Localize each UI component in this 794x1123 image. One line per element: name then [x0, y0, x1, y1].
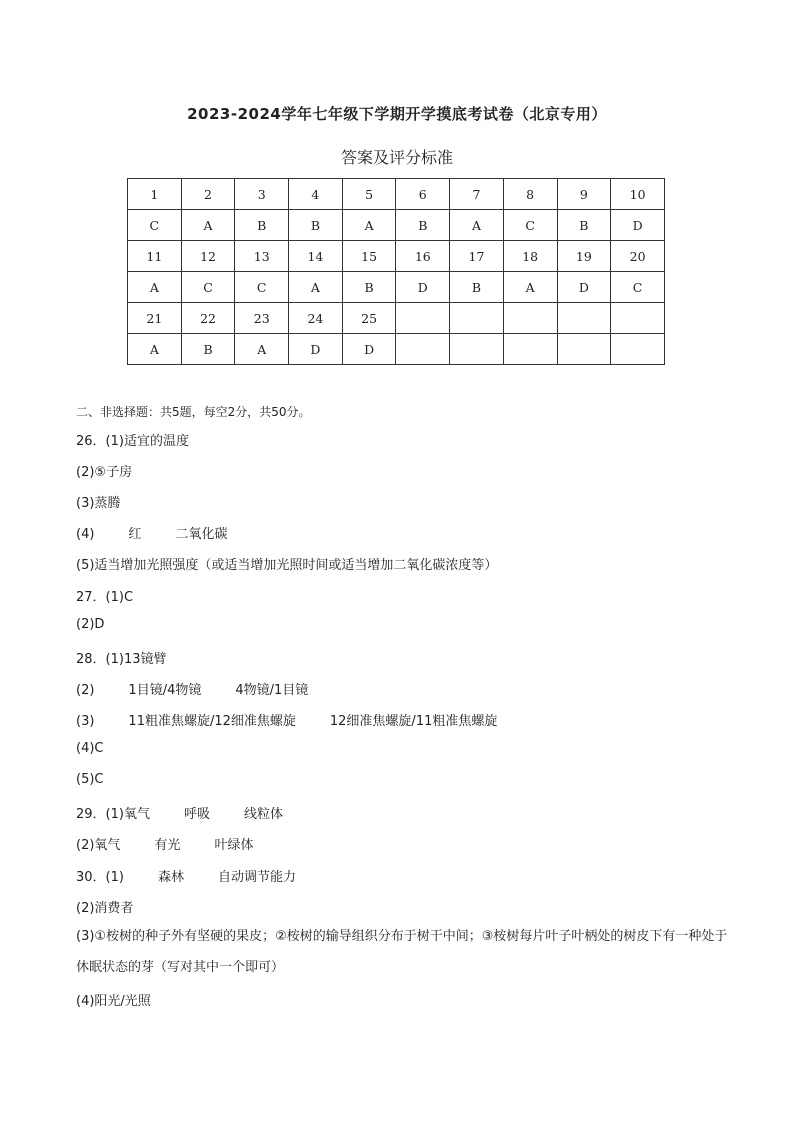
answer-cell: A: [128, 334, 182, 365]
question-number-cell: 22: [181, 303, 235, 334]
question-number-cell: [450, 303, 504, 334]
question-number-cell: 3: [235, 179, 289, 210]
answer-cell: D: [396, 272, 450, 303]
answer-cell: A: [450, 210, 504, 241]
q30-line1: [76, 866, 296, 885]
q30-line2: (2)消费者: [76, 901, 134, 916]
answer-cell: [503, 334, 557, 365]
question-number-cell: [503, 303, 557, 334]
q26-line2: (2)⑤子房: [76, 465, 133, 480]
answer-cell: C: [128, 210, 182, 241]
section2-header: 二、非选择题：共5题，每空2分，共50分。: [76, 405, 311, 419]
answer-key-subtitle: 答案及评分标准: [340, 148, 453, 167]
q26-line1: 26．(1)适宜的温度: [76, 434, 189, 449]
question-number-cell: 1: [128, 179, 182, 210]
question-number-cell: 21: [128, 303, 182, 334]
answer-cell: C: [235, 272, 289, 303]
q29-line1-answer1: 29．(1)氧气: [76, 807, 150, 822]
answer-cell: C: [181, 272, 235, 303]
answer-cell: B: [450, 272, 504, 303]
q26-line4-answer1: 红: [128, 527, 142, 542]
q26-line4-answer2: 二氧化碳: [175, 527, 228, 542]
question-number-cell: [557, 303, 611, 334]
question-number-cell: 12: [181, 241, 235, 272]
answer-cell: A: [503, 272, 557, 303]
question-number-cell: 5: [342, 179, 396, 210]
answer-table: [127, 178, 665, 365]
question-number-row: [128, 179, 665, 210]
q30-line1-answer2: 自动调节能力: [217, 870, 296, 885]
q28-line3-answer1: 11粗准焦螺旋/12细准焦螺旋: [128, 714, 296, 729]
question-number-cell: 14: [289, 241, 343, 272]
question-number-cell: 8: [503, 179, 557, 210]
q30-line1-label: 30．(1): [76, 870, 124, 885]
q29-line2-answer2: 有光: [154, 838, 181, 853]
q26-line3: (3)蒸腾: [76, 496, 121, 511]
q29-line1-answer2: 呼吸: [183, 807, 210, 822]
answer-cell: [557, 334, 611, 365]
answer-cell: A: [235, 334, 289, 365]
q29-line2-answer3: 叶绿体: [214, 838, 254, 853]
q28-line3-answer2: 12细准焦螺旋/11粗准焦螺旋: [329, 714, 498, 729]
question-number-cell: 17: [450, 241, 504, 272]
question-number-cell: [396, 303, 450, 334]
q29-line2: [76, 834, 253, 853]
question-number-cell: 20: [611, 241, 665, 272]
q29-line1: [76, 803, 283, 822]
answer-cell: D: [289, 334, 343, 365]
question-number-cell: 6: [396, 179, 450, 210]
answer-cell: B: [289, 210, 343, 241]
answer-cell: B: [235, 210, 289, 241]
q28-line2-answer1: 1目镜/4物镜: [128, 683, 202, 698]
document-title: 2023-2024学年七年级下学期开学摸底考试卷（北京专用）: [187, 105, 607, 123]
q28-line4: (4)C: [76, 741, 104, 756]
question-number-cell: 23: [235, 303, 289, 334]
q28-line3-label: (3): [76, 714, 95, 729]
answer-cell: C: [611, 272, 665, 303]
question-number-cell: 7: [450, 179, 504, 210]
answer-cell: [396, 334, 450, 365]
q28-line1: 28．(1)13镜臂: [76, 652, 167, 667]
question-number-cell: 25: [342, 303, 396, 334]
q28-line2: [76, 679, 308, 698]
answer-cell: [611, 334, 665, 365]
question-number-cell: 4: [289, 179, 343, 210]
answer-cell: B: [396, 210, 450, 241]
answer-cell: [450, 334, 504, 365]
q26-line4: [76, 523, 227, 542]
answer-cell: C: [503, 210, 557, 241]
q28-line2-label: (2): [76, 683, 95, 698]
answer-cell: A: [342, 210, 396, 241]
q29-line2-answer1: (2)氧气: [76, 838, 121, 853]
q30-line3: (3)①桉树的种子外有坚硬的果皮；②桉树的输导组织分布于树干中间；③桉树每片叶子叶柄处的树皮下有一种处于休眠状态的芽（写对其中一个即可）: [76, 929, 728, 975]
answer-row: [128, 272, 665, 303]
question-number-cell: 2: [181, 179, 235, 210]
answer-cell: B: [557, 210, 611, 241]
q28-line3: [76, 710, 497, 729]
question-number-cell: 18: [503, 241, 557, 272]
answer-cell: D: [611, 210, 665, 241]
answer-row: [128, 210, 665, 241]
q27-line2: (2)D: [76, 617, 105, 632]
question-number-cell: 11: [128, 241, 182, 272]
answer-cell: B: [181, 334, 235, 365]
q27-line1: 27．(1)C: [76, 590, 134, 605]
question-number-cell: 10: [611, 179, 665, 210]
answer-cell: D: [342, 334, 396, 365]
answer-cell: A: [128, 272, 182, 303]
question-number-cell: [611, 303, 665, 334]
question-number-cell: 9: [557, 179, 611, 210]
q30-line1-answer1: 森林: [157, 870, 184, 885]
question-number-cell: 16: [396, 241, 450, 272]
question-number-cell: 24: [289, 303, 343, 334]
q29-line1-answer3: 线粒体: [243, 807, 283, 822]
q26-line4-label: (4): [76, 527, 95, 542]
q28-line2-answer2: 4物镜/1目镜: [235, 683, 309, 698]
answer-cell: A: [289, 272, 343, 303]
q26-line5: (5)适当增加光照强度（或适当增加光照时间或适当增加二氧化碳浓度等）: [76, 558, 498, 573]
answer-cell: D: [557, 272, 611, 303]
question-number-row: [128, 303, 665, 334]
answer-cell: B: [342, 272, 396, 303]
question-number-row: [128, 241, 665, 272]
question-number-cell: 19: [557, 241, 611, 272]
answer-cell: A: [181, 210, 235, 241]
question-number-cell: 13: [235, 241, 289, 272]
question-number-cell: 15: [342, 241, 396, 272]
q28-line5: (5)C: [76, 772, 104, 787]
answer-row: [128, 334, 665, 365]
q30-line4: (4)阳光/光照: [76, 994, 151, 1009]
